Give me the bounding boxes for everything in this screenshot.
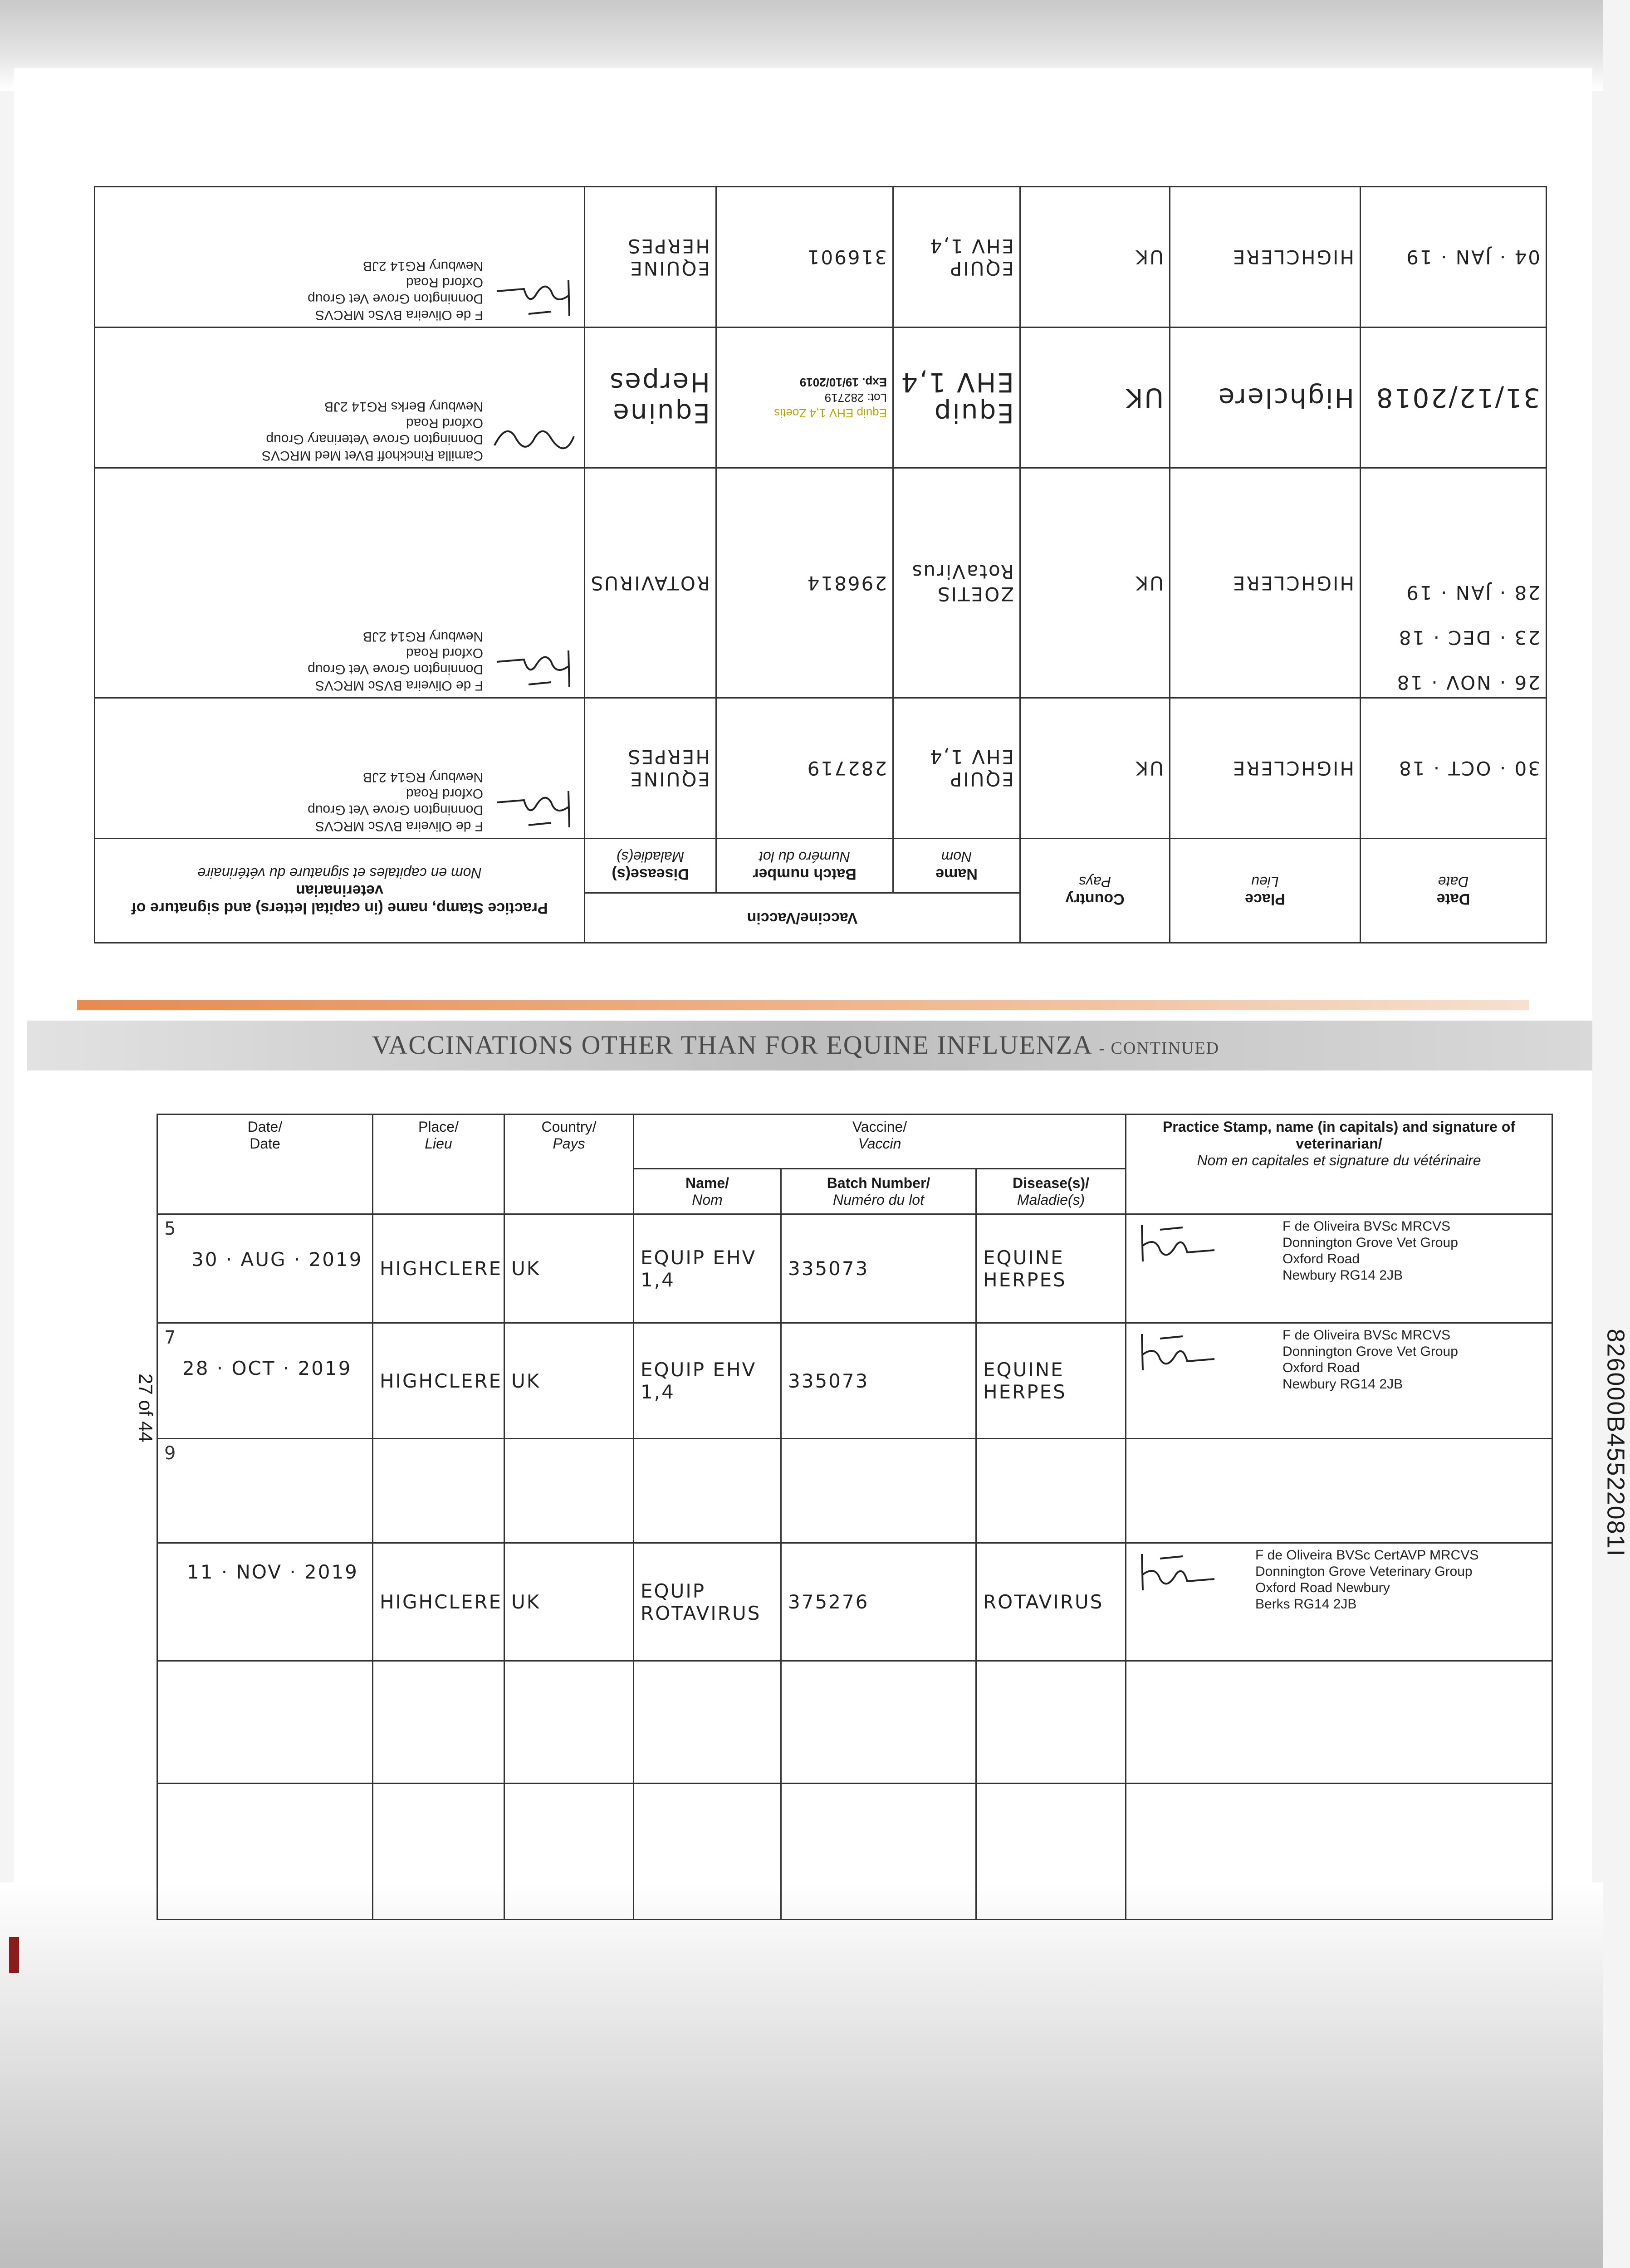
table-row — [95, 187, 1547, 327]
header-name: Name Nom — [893, 839, 1020, 893]
table-row — [157, 1784, 1552, 1920]
signature-icon — [1133, 1327, 1219, 1377]
disease-cell: EQUINE HERPES — [585, 187, 716, 327]
place-cell: HIGHCLERE — [1170, 698, 1361, 838]
batch-cell: 375276 — [781, 1543, 976, 1661]
lower-vaccination-table — [157, 1114, 1552, 1919]
row-number: 5 — [164, 1218, 176, 1239]
name-cell: EQUIP EHV 1,4 — [634, 1323, 781, 1439]
disease-cell: EQUINE HERPES — [976, 1214, 1126, 1323]
header-place: Place Lieu — [1170, 839, 1361, 943]
table-row — [157, 1543, 1552, 1661]
signature-icon — [1133, 1547, 1219, 1597]
date-cell: 26 · NOV · 18 23 · DEC · 18 28 · JAN · 19 — [1361, 468, 1547, 698]
disease-cell: ROTAVIRUS — [976, 1543, 1126, 1661]
header-stamp: Practice Stamp, name (in capitals) and signature of veterinarian/ Nom en capitales et signature du vétérinaire — [1126, 1114, 1552, 1214]
row-number: 9 — [164, 1443, 176, 1464]
upper-vaccination-table — [95, 186, 1547, 943]
practice-stamp: F de Oliveira BVSc MRCVS Donnington Grove Vet Group Oxford Road Newbury RG14 2JB — [1282, 1219, 1458, 1283]
date-cell: 7 28 · OCT · 2019 — [157, 1323, 373, 1439]
country-cell: UK — [504, 1323, 634, 1439]
table-row — [95, 468, 1547, 698]
place-cell: Highclere — [1170, 327, 1361, 468]
header-batch: Batch number Numéro du lot — [716, 839, 893, 893]
practice-stamp: F de Oliveira BVSc MRCVS Donnington Grove Vet Group Oxford Road Newbury RG14 2JB — [308, 629, 483, 693]
date-cell: 5 30 · AUG · 2019 — [157, 1214, 373, 1323]
country-cell: UK — [1020, 698, 1170, 838]
page-edge-strip — [77, 1000, 1529, 1010]
batch-cell — [781, 1439, 976, 1543]
header-country: Country/ Pays — [504, 1114, 634, 1214]
batch-cell: 282719 — [716, 698, 893, 838]
header-stamp: Practice Stamp, name (in capital letters) and signature of veterinarian Nom en capitales et signature du vétérinaire — [95, 839, 585, 943]
name-cell: ZOETIS RotaVirus — [893, 468, 1020, 698]
row-number: 7 — [164, 1327, 176, 1348]
name-cell — [634, 1439, 781, 1543]
batch-cell: 335073 — [781, 1323, 976, 1439]
name-cell: EQUIP EHV 1,4 — [634, 1214, 781, 1323]
signature-icon — [492, 784, 578, 834]
table-row — [95, 698, 1547, 838]
header-date: Date Date — [1361, 839, 1547, 943]
table-row — [157, 1323, 1552, 1439]
table-row — [157, 1214, 1552, 1323]
batch-cell — [716, 327, 893, 468]
table-row — [157, 1661, 1552, 1784]
document-serial: 826000B45522081I — [1602, 1329, 1630, 1557]
page-number: 27 of 44 — [135, 1374, 157, 1442]
disease-cell: EQUINE HERPES — [976, 1323, 1126, 1439]
disease-cell: EQUINE HERPES — [585, 698, 716, 838]
red-edge-mark — [9, 1937, 19, 1973]
practice-stamp: Camilla Rinckhoff BVet Med MRCVS Donnington Grove Veterinary Group Oxford Road Newbury Berks RG14 2JB — [262, 399, 483, 464]
country-cell — [504, 1439, 634, 1543]
date-cell: 30 · OCT · 18 — [1361, 698, 1547, 838]
batch-sticker: Equip EHV 1,4 Zoetis Lot: 282719 Exp. 19/10/2019 — [774, 375, 887, 420]
stamp-cell — [95, 187, 585, 327]
upper-table — [94, 186, 1547, 943]
stamp-cell — [95, 327, 585, 468]
header-disease: Disease(s) Maladie(s) — [585, 839, 716, 893]
disease-cell — [976, 1439, 1126, 1543]
country-cell: UK — [504, 1214, 634, 1323]
stamp-cell — [1126, 1323, 1552, 1439]
batch-cell: 316901 — [716, 187, 893, 327]
place-cell: HIGHCLERE — [1170, 468, 1361, 698]
disease-cell: ROTAVIRUS — [585, 468, 716, 698]
batch-cell: 296814 — [716, 468, 893, 698]
name-cell: EQUIP EHV 1,4 — [893, 698, 1020, 838]
date-cell: 04 · JAN · 19 — [1361, 187, 1547, 327]
signature-icon — [492, 644, 578, 694]
table-row — [95, 327, 1547, 468]
header-country: Country Pays — [1020, 839, 1170, 943]
lower-table — [157, 1114, 1553, 1920]
stamp-cell — [1126, 1543, 1552, 1661]
signature-icon — [492, 273, 578, 323]
place-cell: HIGHCLERE — [373, 1214, 504, 1323]
section-title: VACCINATIONS OTHER THAN FOR EQUINE INFLUENZA - CONTINUED — [372, 1030, 1220, 1060]
signature-icon — [1133, 1218, 1219, 1268]
country-cell: UK — [1020, 327, 1170, 468]
stamp-cell — [1126, 1214, 1552, 1323]
place-cell: HIGHCLERE — [373, 1323, 504, 1439]
practice-stamp: F de Oliveira BVSc MRCVS Donnington Grove Vet Group Oxford Road Newbury RG14 2JB — [1282, 1328, 1458, 1392]
place-cell — [373, 1439, 504, 1543]
date-cell: 11 · NOV · 2019 — [157, 1543, 373, 1661]
header-date: Date/ Date — [157, 1114, 373, 1214]
practice-stamp: F de Oliveira BVSc CertAVP MRCVS Donnington Grove Veterinary Group Oxford Road Newbury Berks RG14 2JB — [1255, 1548, 1479, 1612]
disease-cell: Equine Herpes — [585, 327, 716, 468]
date-cell: 31/12/2018 — [1361, 327, 1547, 468]
place-cell: HIGHCLERE — [373, 1543, 504, 1661]
place-cell: HIGHCLERE — [1170, 187, 1361, 327]
practice-stamp: F de Oliveira BVSc MRCVS Donnington Grove Vet Group Oxford Road Newbury RG14 2JB — [308, 259, 483, 323]
country-cell: UK — [1020, 187, 1170, 327]
table-row — [157, 1439, 1552, 1543]
batch-cell: 335073 — [781, 1214, 976, 1323]
practice-stamp: F de Oliveira BVSc MRCVS Donnington Grove Vet Group Oxford Road Newbury RG14 2JB — [308, 770, 483, 834]
stamp-cell — [95, 468, 585, 698]
header-vaccine: Vaccine/ Vaccin — [634, 1114, 1126, 1169]
signature-icon — [492, 414, 578, 464]
header-name: Name/ Nom — [634, 1169, 781, 1214]
country-cell: UK — [504, 1543, 634, 1661]
header-vaccine: Vaccine/Vaccin — [585, 893, 1020, 943]
stamp-cell — [95, 698, 585, 838]
scan-bottom-shadow — [0, 1882, 1603, 2268]
name-cell: EQUIP EHV 1,4 — [893, 187, 1020, 327]
country-cell: UK — [1020, 468, 1170, 698]
date-cell — [157, 1439, 373, 1543]
header-disease: Disease(s)/ Maladie(s) — [976, 1169, 1126, 1214]
stamp-cell — [1126, 1439, 1552, 1543]
header-batch: Batch Number/ Numéro du lot — [781, 1169, 976, 1214]
name-cell: EQUIP ROTAVIRUS — [634, 1543, 781, 1661]
name-cell: Equip EHV 1,4 — [893, 327, 1020, 468]
header-place: Place/ Lieu — [373, 1114, 504, 1214]
